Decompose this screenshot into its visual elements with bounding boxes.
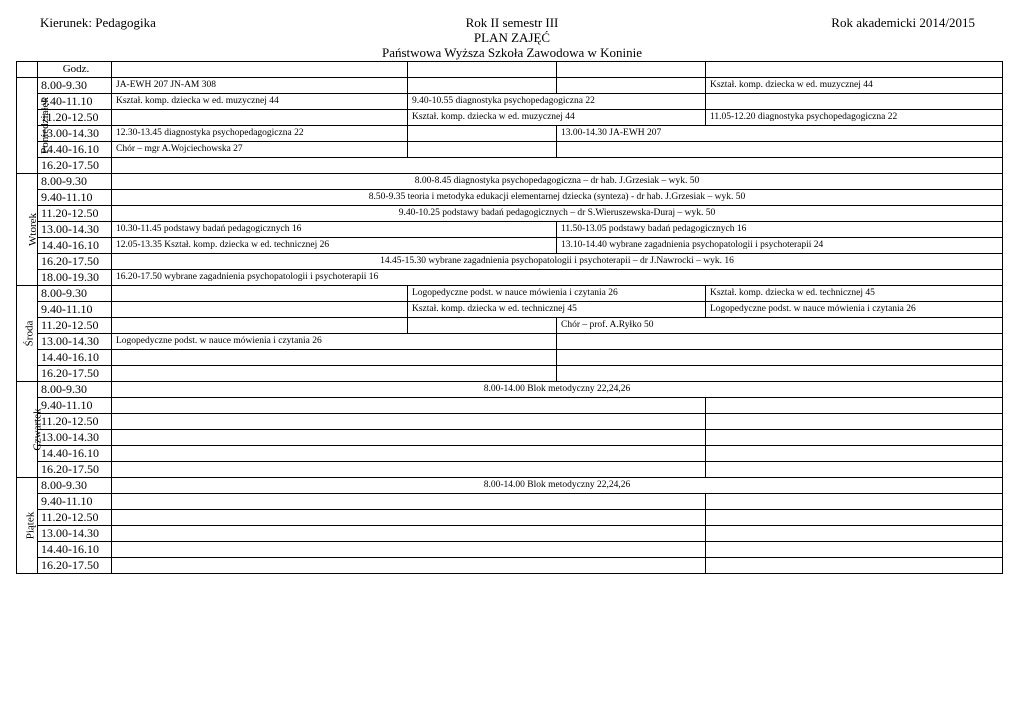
- table-row: [17, 110, 1003, 126]
- field-of-study: Kierunek: Pedagogika: [40, 15, 156, 30]
- blank-cell: [112, 462, 706, 478]
- table-row: [17, 510, 1003, 526]
- time-slot: 11.20-12.50: [38, 318, 112, 334]
- time-slot: 16.20-17.50: [38, 558, 112, 574]
- blank-cell: [557, 366, 1003, 382]
- blank-cell: [557, 334, 1003, 350]
- class-cell: Logopedyczne podst. w nauce mówienia i czytania 26: [706, 302, 1003, 318]
- day-wednesday: [17, 286, 38, 382]
- table-row: [17, 78, 1003, 94]
- blank-cell: [112, 318, 408, 334]
- table-row: [17, 430, 1003, 446]
- class-cell: 10.30-11.45 podstawy badań pedagogicznych 16: [112, 222, 557, 238]
- blank-cell: [112, 158, 1003, 174]
- class-cell: JA-EWH 207 JN-AM 308: [112, 78, 408, 94]
- day-label: Czwartek: [31, 407, 44, 451]
- time-slot: 16.20-17.50: [38, 462, 112, 478]
- blank-cell: [706, 542, 1003, 558]
- blank-cell: [706, 430, 1003, 446]
- day-label: Piątek: [24, 511, 37, 539]
- blank-cell: [112, 110, 408, 126]
- class-cell: Logopedyczne podst. w nauce mówienia i czytania 26: [112, 334, 557, 350]
- table-row: [17, 350, 1003, 366]
- blank-cell: [706, 414, 1003, 430]
- blank-cell: [557, 350, 1003, 366]
- class-cell: 11.50-13.05 podstawy badań pedagogicznych 16: [557, 222, 1003, 238]
- blank-cell: [112, 558, 706, 574]
- class-cell: Kształ. komp. dziecka w ed. muzycznej 44: [706, 78, 1003, 94]
- table-row: [17, 302, 1003, 318]
- blank-cell: [112, 510, 706, 526]
- table-row: [17, 286, 1003, 302]
- day-tuesday: [17, 174, 38, 286]
- time-slot: 14.40-16.10: [38, 446, 112, 462]
- blank-cell: [408, 62, 557, 78]
- blank-cell: [408, 142, 557, 158]
- blank-cell: [112, 302, 408, 318]
- schedule-table: [16, 61, 1003, 574]
- time-slot: 14.40-16.10: [38, 350, 112, 366]
- table-row: [17, 478, 1003, 494]
- class-cell: 8.50-9.35 teoria i metodyka edukacji elementarnej dziecka (synteza) - dr hab. J.Grzesiak – wyk. 50: [112, 190, 1003, 206]
- class-cell: 8.00-14.00 Blok metodyczny 22,24,26: [112, 382, 1003, 398]
- blank-cell: [112, 398, 706, 414]
- class-cell: 9.40-10.55 diagnostyka psychopedagogiczna 22: [408, 94, 706, 110]
- table-row: [17, 414, 1003, 430]
- time-slot: 14.40-16.10: [38, 142, 112, 158]
- blank-cell: [706, 94, 1003, 110]
- time-slot: 13.00-14.30: [38, 334, 112, 350]
- time-slot: 9.40-11.10: [38, 190, 112, 206]
- blank-cell: [706, 62, 1003, 78]
- blank-cell: [112, 526, 706, 542]
- class-cell: Logopedyczne podst. w nauce mówienia i czytania 26: [408, 286, 706, 302]
- table-row: [17, 526, 1003, 542]
- hours-header: Godz.: [38, 62, 112, 78]
- table-row: [17, 174, 1003, 190]
- class-cell: Kształ. komp. dziecka w ed. muzycznej 44: [408, 110, 706, 126]
- class-cell: 13.00-14.30 JA-EWH 207: [557, 126, 1003, 142]
- day-label: Poniedziałek: [38, 96, 51, 154]
- time-slot: 8.00-9.30: [38, 382, 112, 398]
- time-slot: 11.20-12.50: [38, 110, 112, 126]
- table-row: [17, 94, 1003, 110]
- time-slot: 16.20-17.50: [38, 254, 112, 270]
- blank-cell: [112, 542, 706, 558]
- day-friday: [17, 478, 38, 574]
- class-cell: Chór – mgr A.Wojciechowska 27: [112, 142, 408, 158]
- time-slot: 11.20-12.50: [38, 206, 112, 222]
- time-slot: 9.40-11.10: [38, 302, 112, 318]
- day-thursday: [17, 382, 44, 478]
- time-slot: 8.00-9.30: [38, 286, 112, 302]
- blank-cell: [408, 126, 557, 142]
- class-cell: Chór – prof. A.Ryłko 50: [557, 318, 1003, 334]
- table-row: [17, 238, 1003, 254]
- time-slot: 13.00-14.30: [38, 526, 112, 542]
- class-cell: 14.45-15.30 wybrane zagadnienia psychopatologii i psychoterapii – dr J.Nawrocki – wyk. 16: [112, 254, 1003, 270]
- blank-cell: [557, 78, 706, 94]
- blank-cell: [112, 494, 706, 510]
- table-row: [17, 462, 1003, 478]
- blank-cell: [706, 494, 1003, 510]
- time-slot: 16.20-17.50: [38, 158, 112, 174]
- table-row: [17, 382, 1003, 398]
- time-slot: 13.00-14.30: [38, 222, 112, 238]
- time-slot: 8.00-9.30: [38, 78, 112, 94]
- blank-cell: [557, 142, 1003, 158]
- table-row: [17, 126, 1003, 142]
- school-name: Państwowa Wyższa Szkoła Zawodowa w Koninie: [382, 45, 642, 60]
- time-slot: 18.00-19.30: [38, 270, 112, 286]
- time-slot: 11.20-12.50: [38, 510, 112, 526]
- blank-cell: [112, 350, 557, 366]
- class-cell: 8.00-8.45 diagnostyka psychopedagogiczna – dr hab. J.Grzesiak – wyk. 50: [112, 174, 1003, 190]
- table-row: [17, 254, 1003, 270]
- table-row: [17, 334, 1003, 350]
- time-slot: 9.40-11.10: [38, 494, 112, 510]
- time-slot: 8.00-9.30: [38, 174, 112, 190]
- table-row: [17, 62, 1003, 78]
- table-row: [17, 222, 1003, 238]
- blank-cell: [706, 462, 1003, 478]
- class-cell: 11.05-12.20 diagnostyka psychopedagogiczna 22: [706, 110, 1003, 126]
- day-label: Wtorek: [26, 212, 39, 246]
- day-label: Środa: [23, 320, 36, 346]
- time-slot: 9.40-11.10: [38, 94, 112, 110]
- blank-cell: [112, 446, 706, 462]
- year-semester: Rok II semestr III: [465, 15, 559, 30]
- table-row: [17, 446, 1003, 462]
- blank-cell: [706, 398, 1003, 414]
- blank-cell: [557, 62, 706, 78]
- blank-cell: [706, 526, 1003, 542]
- blank-cell: [112, 430, 706, 446]
- table-row: [17, 190, 1003, 206]
- table-row: [17, 270, 1003, 286]
- blank-cell: [112, 414, 706, 430]
- table-row: [17, 494, 1003, 510]
- time-slot: 9.40-11.10: [38, 398, 112, 414]
- blank-cell: [112, 62, 408, 78]
- blank-cell: [706, 446, 1003, 462]
- table-row: [17, 318, 1003, 334]
- table-row: [17, 158, 1003, 174]
- time-slot: 14.40-16.10: [38, 542, 112, 558]
- time-slot: 13.00-14.30: [38, 430, 112, 446]
- time-slot: 8.00-9.30: [38, 478, 112, 494]
- blank-cell: [706, 558, 1003, 574]
- blank-cell: [706, 510, 1003, 526]
- time-slot: 13.00-14.30: [38, 126, 112, 142]
- blank-cell: [112, 366, 557, 382]
- table-row: [17, 398, 1003, 414]
- table-row: [17, 142, 1003, 158]
- table-row: [17, 558, 1003, 574]
- time-slot: 11.20-12.50: [38, 414, 112, 430]
- time-slot: 14.40-16.10: [38, 238, 112, 254]
- academic-year: Rok akademicki 2014/2015: [831, 15, 975, 30]
- class-cell: 8.00-14.00 Blok metodyczny 22,24,26: [112, 478, 1003, 494]
- plan-title: PLAN ZAJĘĆ: [473, 30, 551, 45]
- class-cell: 16.20-17.50 wybrane zagadnienia psychopatologii i psychoterapii 16: [112, 270, 1003, 286]
- blank-cell: [17, 62, 38, 78]
- blank-cell: [408, 318, 557, 334]
- class-cell: 9.40-10.25 podstawy badań pedagogicznych – dr S.Wieruszewska-Duraj – wyk. 50: [112, 206, 1003, 222]
- class-cell: Kształ. komp. dziecka w ed. technicznej 45: [408, 302, 706, 318]
- table-row: [17, 206, 1003, 222]
- blank-cell: [408, 78, 557, 94]
- day-monday: [17, 78, 51, 174]
- table-row: [17, 542, 1003, 558]
- class-cell: 13.10-14.40 wybrane zagadnienia psychopatologii i psychoterapii 24: [557, 238, 1003, 254]
- class-cell: 12.05-13.35 Kształ. komp. dziecka w ed. technicznej 26: [112, 238, 557, 254]
- class-cell: Kształ. komp. dziecka w ed. muzycznej 44: [112, 94, 408, 110]
- class-cell: Kształ. komp. dziecka w ed. technicznej 45: [706, 286, 1003, 302]
- blank-cell: [112, 286, 408, 302]
- time-slot: 16.20-17.50: [38, 366, 112, 382]
- table-row: [17, 366, 1003, 382]
- class-cell: 12.30-13.45 diagnostyka psychopedagogiczna 22: [112, 126, 408, 142]
